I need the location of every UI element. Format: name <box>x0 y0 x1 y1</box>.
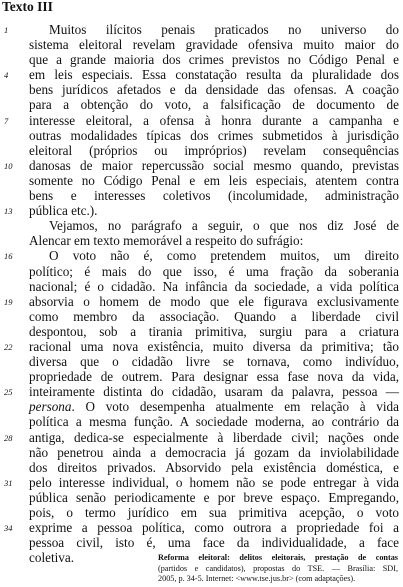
text-line <box>29 369 399 384</box>
line-text: sistema eleitoral revelam gravidade ofensiva muito maior do <box>29 37 399 53</box>
source-line-3: 2005, p. 34-5. Internet: <www.tse.jus.br> (com adaptações). <box>158 574 356 584</box>
text-line <box>29 37 399 52</box>
line-text: pública senão periodicamente e por breve espaço. Empregando, <box>29 489 399 505</box>
text-line <box>29 82 399 97</box>
line-text: não penetrou ainda a democracia já gozam da inviolabilidade <box>29 444 399 460</box>
text-line <box>4 67 399 83</box>
text-line <box>29 143 399 158</box>
line-number: 25 <box>4 387 13 398</box>
line-text: absorvia o homem de modo que ele figurava exclusivamente <box>29 293 399 309</box>
text-line <box>4 293 399 309</box>
line-text: antiga, dedica-se especialmente à liberdade civil; nações onde <box>29 429 399 445</box>
text-line <box>4 203 399 219</box>
source-line-2: (partidos e candidatos), propostas do TSE. — Brasília: SDI, <box>158 563 398 573</box>
line-text: persona. O voto desempenha atualmente em relação à vida <box>29 399 399 415</box>
line-text: para a obtenção do voto, a falsificação de documento de <box>29 97 399 113</box>
line-text: que a grande maioria dos crimes previstos no Código Penal e <box>29 52 399 68</box>
text-line <box>29 97 399 112</box>
text-line <box>29 279 399 294</box>
line-text: outras modalidades típicas dos crimes submetidos à jurisdição <box>29 127 399 143</box>
text-line <box>29 173 399 188</box>
line-text: nacional; é o cidadão. Na infância da sociedade, a vida política <box>29 278 399 294</box>
text-line <box>4 474 399 490</box>
text-line <box>29 128 399 143</box>
line-text: danosas de maior repercussão social mesmo quando, previstas <box>29 157 399 173</box>
line-text: bens e interesses coletivos (incolumidade, administração <box>29 188 399 204</box>
line-number: 1 <box>4 25 9 35</box>
text-line <box>29 324 399 339</box>
text-line <box>29 399 399 414</box>
document-title: Texto III <box>2 0 53 14</box>
line-text: Vejamos, no parágrafo a seguir, o que nos diz José de <box>49 218 399 234</box>
line-text: inteiramente distinta do cidadão, usaram da palavra, pessoa — <box>29 384 399 400</box>
text-line <box>29 490 399 505</box>
line-text: em leis especiais. Essa constatação resulta da pluralidade dos <box>29 67 399 83</box>
line-text: propriedade de outrem. Para designar essa fase nova da vida, <box>29 369 399 385</box>
line-text: coletiva. <box>29 550 75 566</box>
text-line <box>29 354 399 369</box>
line-text: O voto não é, como pretendem muitos, um direito <box>49 248 399 264</box>
line-text: racional uma nova existência, muito diversa da primitiva; tão <box>29 338 399 354</box>
line-text: pois, o termo jurídico em sua primitiva acepção, o voto <box>29 505 399 520</box>
text-line <box>4 157 399 173</box>
line-number: 16 <box>4 251 13 262</box>
line-number: 4 <box>4 70 9 81</box>
text-line <box>29 218 399 233</box>
line-text: dos direitos privados. Absorvido pela existência doméstica, e <box>29 459 399 475</box>
line-text: pelo interesse individual, o homem não se pode entregar à vida <box>29 474 399 490</box>
line-number: 31 <box>4 477 13 488</box>
line-text: pessoa civil, isto é, uma face da individualidade, a face <box>29 535 399 551</box>
line-text: como membro da associação. Quando a liberdade civil <box>29 308 399 324</box>
line-number: 10 <box>4 160 13 171</box>
source-citation <box>158 553 398 585</box>
line-number: 22 <box>4 341 13 352</box>
line-text: político; é mais do que isso, é uma fração da soberania <box>29 263 399 279</box>
line-number: 34 <box>4 523 13 534</box>
line-text: despontou, sob a tirania primitiva, surgiu para a criatura <box>29 323 399 339</box>
line-text: diversa que o cidadão livre se tornava, como indivíduo, <box>29 354 399 370</box>
text-line <box>4 520 399 536</box>
text-line <box>29 535 399 550</box>
text-line <box>4 429 399 445</box>
line-number: 28 <box>4 432 13 443</box>
text-line <box>4 22 399 37</box>
text-line <box>29 233 399 248</box>
line-number: 19 <box>4 296 13 307</box>
line-text: interesse eleitoral, a ofensa à honra durante a campanha e <box>29 112 399 128</box>
line-text: exprime a pessoa política, como outrora a propriedade foi a <box>29 520 399 536</box>
text-line <box>29 505 399 520</box>
text-line <box>4 248 399 264</box>
document-body <box>4 22 399 566</box>
line-text: somente no Código Penal e em leis especiais, atentem contra <box>29 172 399 188</box>
line-text: eleitoral (próprios ou impróprios) revelam consequências <box>29 142 399 158</box>
text-line <box>29 414 399 429</box>
line-number: 7 <box>4 115 9 126</box>
source-line-1: Reforma eleitoral: delitos eleitorais, prestação de contas <box>158 553 398 562</box>
line-number: 13 <box>4 206 13 217</box>
line-text: Muitos ilícitos penais praticados no universo do <box>49 22 399 37</box>
text-line <box>4 384 399 400</box>
text-line <box>29 460 399 475</box>
line-text: pública etc.). <box>29 203 98 219</box>
line-text: política a mesma função. A sociedade moderna, ao contrário da <box>29 414 399 430</box>
text-line <box>4 112 399 128</box>
text-line <box>29 309 399 324</box>
text-line <box>4 338 399 354</box>
line-text: Alencar em texto memorável a respeito do sufrágio: <box>29 233 304 249</box>
text-line <box>29 445 399 460</box>
line-text: bens jurídicos afetados e da densidade das ofensas. A coação <box>29 82 399 98</box>
text-line <box>29 52 399 67</box>
text-line <box>29 188 399 203</box>
text-line <box>29 264 399 279</box>
